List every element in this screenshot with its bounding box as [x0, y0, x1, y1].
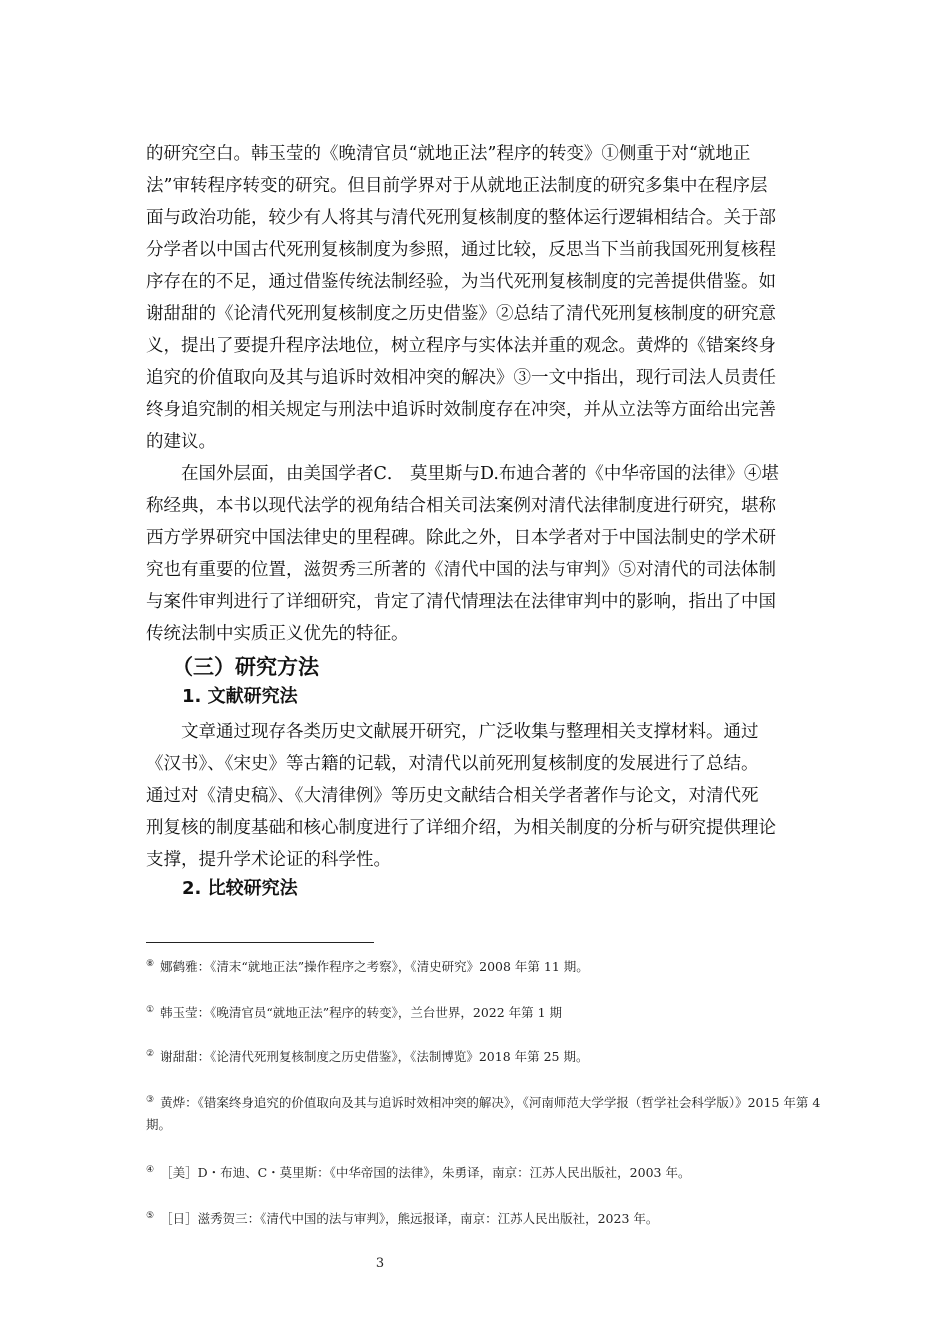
page-number: 3 [375, 1256, 385, 1271]
footnote-text: ［美］D・布迪、C・莫里斯：《中华帝国的法律》，朱勇译，南京：江苏人民出版社，2003 年。 [160, 1165, 691, 1180]
footnote [146, 1092, 836, 1136]
subsection-heading-comparative: 2. 比较研究法 [182, 878, 298, 899]
body-line: 与案件审判进行了详细研究，肯定了清代情理法在法律审判中的影响，指出了中国 [146, 592, 776, 612]
body-line: 在国外层面，由美国学者C． 莫里斯与D.布迪合著的《中华帝国的法律》④堪 [146, 464, 779, 484]
footnote [146, 1208, 846, 1230]
body-line: 支撑，提升学术论证的科学性。 [146, 850, 391, 870]
body-line: 的研究空白。韩玉莹的《晚清官员“就地正法”程序的转变》①侧重于对“就地正 [146, 144, 751, 164]
footnote-mark: ⑧ [146, 958, 155, 969]
body-line: 通过对《清史稿》、《大清律例》等历史文献结合相关学者著作与论文，对清代死 [146, 786, 759, 806]
body-line: 究也有重要的位置，滋贺秀三所著的《清代中国的法与审判》⑤对清代的司法体制 [146, 560, 776, 580]
body-line: 传统法制中实质正义优先的特征。 [146, 624, 409, 644]
body-line: 面与政治功能，较少有人将其与清代死刑复核制度的整体运行逻辑相结合。关于部 [146, 208, 776, 228]
body-line: 西方学界研究中国法律史的里程碑。除此之外，日本学者对于中国法制史的学术研 [146, 528, 776, 548]
footnote [146, 1162, 846, 1184]
footnote-separator [146, 942, 374, 943]
footnote-mark: ⑤ [146, 1210, 155, 1221]
footnote-mark: ① [146, 1004, 155, 1015]
body-line: 称经典，本书以现代法学的视角结合相关司法案例对清代法律制度进行研究，堪称 [146, 496, 776, 516]
footnote-text: 韩玉莹：《晚清官员“就地正法”程序的转变》，兰台世界，2022 年第 1 期 [160, 1005, 563, 1020]
body-line: 分学者以中国古代死刑复核制度为参照，通过比较，反思当下当前我国死刑复核程 [146, 240, 776, 260]
body-line: 刑复核的制度基础和核心制度进行了详细介绍，为相关制度的分析与研究提供理论 [146, 818, 776, 838]
body-line: 追究的价值取向及其与追诉时效相冲突的解决》③一文中指出，现行司法人员责任 [146, 368, 776, 388]
body-line: 文章通过现存各类历史文献展开研究，广泛收集与整理相关支撑材料。通过 [146, 722, 759, 742]
footnote [146, 1046, 846, 1068]
footnote-text: 谢甜甜：《论清代死刑复核制度之历史借鉴》，《法制博览》2018 年第 25 期。 [160, 1049, 589, 1064]
body-line: 终身追究制的相关规定与刑法中追诉时效制度存在冲突，并从立法等方面给出完善 [146, 400, 776, 420]
footnote-mark: ③ [146, 1094, 155, 1105]
subsection-heading-literature: 1. 文献研究法 [182, 686, 298, 707]
footnote-mark: ② [146, 1048, 155, 1059]
footnote [146, 956, 846, 978]
footnote-text: 娜鹤雅：《清末“就地正法”操作程序之考察》，《清史研究》2008 年第 11 期。 [160, 959, 589, 974]
body-line: 谢甜甜的《论清代死刑复核制度之历史借鉴》②总结了清代死刑复核制度的研究意 [146, 304, 776, 324]
body-line: 法”审转程序转变的研究。但目前学界对于从就地正法制度的研究多集中在程序层 [146, 176, 768, 196]
body-line: 义，提出了要提升程序法地位，树立程序与实体法并重的观念。黄烨的《错案终身 [146, 336, 776, 356]
footnote-mark: ④ [146, 1164, 155, 1175]
body-line: 的建议。 [146, 432, 216, 452]
body-line: 《汉书》、《宋史》等古籍的记载，对清代以前死刑复核制度的发展进行了总结。 [146, 754, 759, 774]
footnote-text: ［日］滋秀贺三：《清代中国的法与审判》，熊远报译，南京：江苏人民出版社，2023 年。 [160, 1211, 659, 1226]
body-line: 序存在的不足，通过借鉴传统法制经验，为当代死刑复核制度的完善提供借鉴。如 [146, 272, 776, 292]
section-heading-methods: （三）研究方法 [172, 655, 319, 679]
footnote-text: 黄烨：《错案终身追究的价值取向及其与追诉时效相冲突的解决》，《河南师范大学学报（哲学社会科学版）》2015 年第 4 期。 [146, 1095, 821, 1132]
footnote [146, 1002, 846, 1024]
